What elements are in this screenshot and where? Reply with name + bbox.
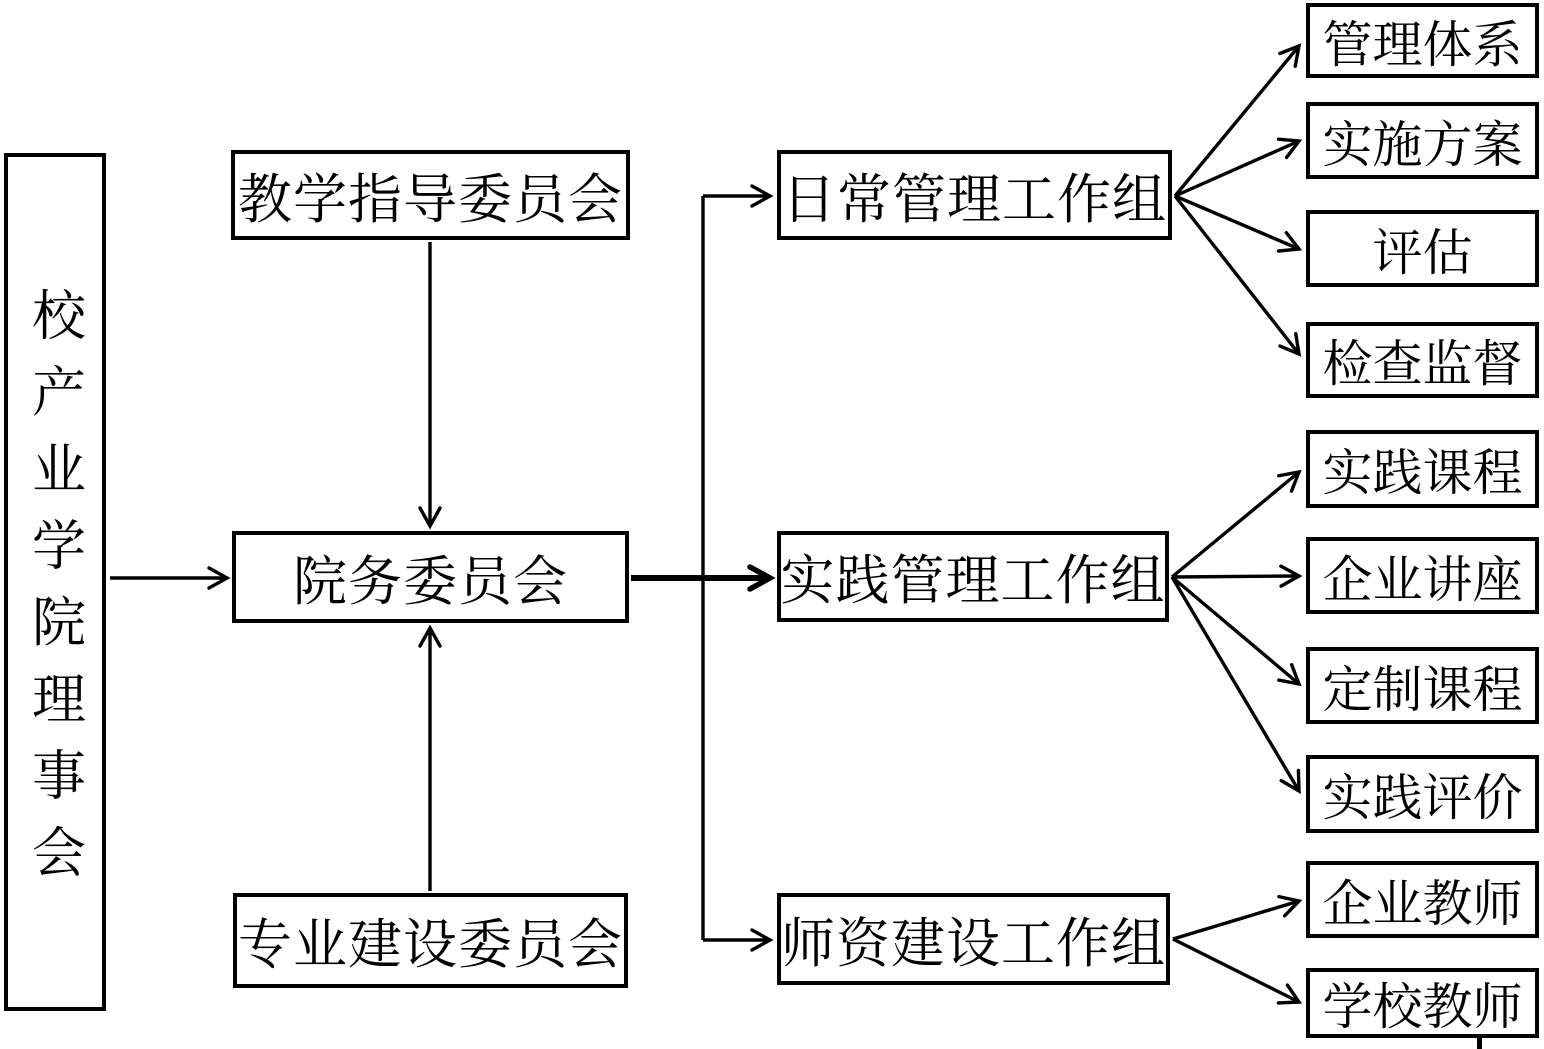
node-evaluation xyxy=(1306,210,1539,287)
node-label: 实践管理工作组 xyxy=(780,551,1166,611)
node-label: 检查监督 xyxy=(1322,336,1523,392)
node-council-committee xyxy=(232,531,629,623)
node-customized-courses xyxy=(1306,647,1539,724)
node-label: 实施方案 xyxy=(1322,116,1523,173)
node-label: 学校教师 xyxy=(1322,979,1523,1035)
node-management-system xyxy=(1306,3,1539,78)
node-daily-management-workgroup xyxy=(777,150,1172,240)
node-label: 定制课程 xyxy=(1322,661,1523,718)
node-implementation-plan xyxy=(1306,102,1539,179)
node-practice-evaluation xyxy=(1306,755,1539,833)
node-label: 校产业学院理事会 xyxy=(24,286,85,901)
node-label: 师资建设工作组 xyxy=(781,913,1166,974)
node-enterprise-lectures xyxy=(1306,537,1539,614)
node-label: 日常管理工作组 xyxy=(782,169,1167,230)
node-label: 教学指导委员会 xyxy=(238,169,623,230)
node-inspection-supervision xyxy=(1306,322,1539,398)
node-label: 实践课程 xyxy=(1322,445,1523,501)
node-practice-management-workgroup xyxy=(777,531,1169,622)
node-school-teachers xyxy=(1306,968,1539,1038)
node-practice-courses xyxy=(1306,430,1539,508)
node-teaching-guidance-committee xyxy=(231,150,630,240)
node-label: 专业建设委员会 xyxy=(238,915,623,975)
node-major-construction-committee xyxy=(233,893,628,988)
node-label: 院务委员会 xyxy=(293,551,568,612)
node-label: 管理体系 xyxy=(1322,16,1523,73)
node-label: 企业教师 xyxy=(1322,875,1523,932)
node-label: 企业讲座 xyxy=(1322,551,1523,608)
node-faculty-construction-workgroup xyxy=(777,893,1170,985)
node-label: 评估 xyxy=(1372,224,1473,281)
node-enterprise-teachers xyxy=(1306,861,1539,938)
node-label: 实践评价 xyxy=(1322,770,1523,826)
node-school-industry-college-board xyxy=(4,153,106,1011)
